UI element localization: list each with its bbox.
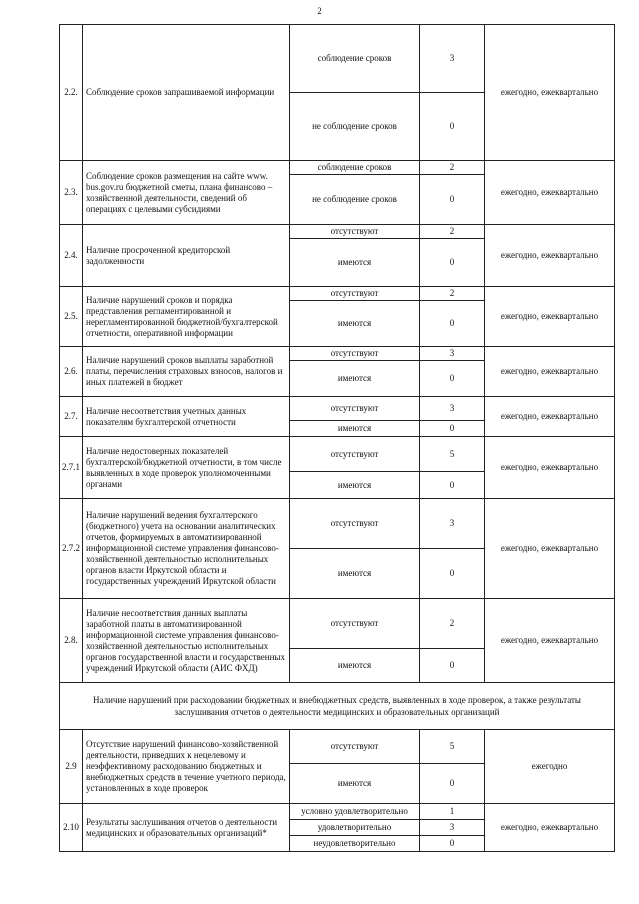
criteria-table [59,24,615,852]
table-row [60,347,615,361]
points-value: 3 [420,347,485,361]
option-label: соблюдение сроков [290,25,420,93]
period-text: ежегодно, ежеквартально [485,225,615,287]
option-label: имеются [290,649,420,683]
option-label: отсутствуют [290,437,420,472]
points-value: 0 [420,175,485,225]
option-label: соблюдение сроков [290,161,420,175]
points-value: 0 [420,301,485,347]
option-label: отсутствуют [290,225,420,239]
criterion-text: Наличие несоответствия данных выплаты заработной платы в автоматизированной информационной системе управления финансово-хозяйственной деятельностью исполнительных органов государственной власти и государственных учреждений Иркутской области (АИС ФХД) [83,599,290,683]
points-value: 0 [420,472,485,499]
points-value: 2 [420,287,485,301]
points-value: 2 [420,161,485,175]
option-label: не соблюдение сроков [290,175,420,225]
option-label: имеются [290,361,420,397]
table-row [60,599,615,649]
row-number: 2.10 [60,804,83,852]
row-number: 2.7.1 [60,437,83,499]
points-value: 0 [420,836,485,852]
points-value: 0 [420,93,485,161]
option-label: удовлетворительно [290,820,420,836]
points-value: 0 [420,361,485,397]
table-row [60,804,615,820]
points-value: 0 [420,421,485,437]
option-label: не соблюдение сроков [290,93,420,161]
table-row [60,287,615,301]
section-heading: Наличие нарушений при расходовании бюджетных и внебюджетных средств, выявленных в ходе проверок, а также результаты заслушивания отчетов о деятельности медицинских и образовательных организаций [60,683,615,730]
period-text: ежегодно, ежеквартально [485,347,615,397]
criterion-text: Наличие несоответствия учетных данных показателям бухгалтерской отчетности [83,397,290,437]
option-label: отсутствуют [290,287,420,301]
period-text: ежегодно [485,730,615,804]
option-label: имеются [290,301,420,347]
page-number: 2 [317,6,322,16]
row-number: 2.9 [60,730,83,804]
option-label: имеются [290,239,420,287]
option-label: отсутствуют [290,397,420,421]
points-value: 5 [420,437,485,472]
option-label: отсутствуют [290,730,420,764]
points-value: 2 [420,225,485,239]
row-number: 2.2. [60,25,83,161]
points-value: 3 [420,25,485,93]
points-value: 2 [420,599,485,649]
table-row [60,437,615,472]
criterion-text: Наличие нарушений ведения бухгалтерского (бюджетного) учета на основании аналитических отчетов, формируемых в автоматизированной информационной системе управления финансово-хозяйственной деятельностью исполнительных органов власти Иркутской области и государственных учреждений Иркутской области [83,499,290,599]
option-label: отсутствуют [290,499,420,549]
criterion-text: Результаты заслушивания отчетов о деятельности медицинских и образовательных организаций* [83,804,290,852]
row-number: 2.3. [60,161,83,225]
row-number: 2.7.2 [60,499,83,599]
option-label: имеются [290,421,420,437]
criterion-text: Наличие просроченной кредиторской задолженности [83,225,290,287]
criterion-text: Отсутствие нарушений финансово-хозяйственной деятельности, приведших к нецелевому и неэффективному расходованию бюджетных и внебюджетных средств в течение учетного периода, установленных в ходе проверок [83,730,290,804]
option-label: имеются [290,764,420,804]
period-text: ежегодно, ежеквартально [485,437,615,499]
points-value: 3 [420,820,485,836]
points-value: 1 [420,804,485,820]
table-row [60,161,615,175]
row-number: 2.7. [60,397,83,437]
option-label: имеются [290,549,420,599]
criterion-text: Соблюдение сроков запрашиваемой информации [83,25,290,161]
table-row [60,397,615,421]
period-text: ежегодно, ежеквартально [485,287,615,347]
period-text: ежегодно, ежеквартально [485,25,615,161]
points-value: 0 [420,649,485,683]
points-value: 0 [420,239,485,287]
criterion-text: Наличие нарушений сроков и порядка представления регламентированной и нерегламентированной бюджетной/бухгалтерской отчетности, оперативной информации [83,287,290,347]
row-number: 2.4. [60,225,83,287]
period-text: ежегодно, ежеквартально [485,599,615,683]
section-heading-row [60,683,615,730]
points-value: 3 [420,397,485,421]
row-number: 2.8. [60,599,83,683]
points-value: 0 [420,764,485,804]
table-row [60,499,615,549]
row-number: 2.5. [60,287,83,347]
criterion-text: Наличие недостоверных показателей бухгалтерской/бюджетной отчетности, в том числе выявленных в ходе проверок уполномоченными органами [83,437,290,499]
option-label: отсутствуют [290,347,420,361]
criterion-text: Наличие нарушений сроков выплаты заработной платы, перечисления страховых взносов, налогов и иных платежей в бюджет [83,347,290,397]
table-row [60,730,615,764]
table-row [60,25,615,93]
option-label: имеются [290,472,420,499]
period-text: ежегодно, ежеквартально [485,499,615,599]
points-value: 0 [420,549,485,599]
period-text: ежегодно, ежеквартально [485,804,615,852]
points-value: 3 [420,499,485,549]
period-text: ежегодно, ежеквартально [485,397,615,437]
points-value: 5 [420,730,485,764]
period-text: ежегодно, ежеквартально [485,161,615,225]
option-label: неудовлетворительно [290,836,420,852]
table-row [60,225,615,239]
option-label: отсутствуют [290,599,420,649]
criterion-text: Соблюдение сроков размещения на сайте www. bus.gov.ru бюджетной сметы, плана финансово – хозяйственной деятельности, сведений об операциях с целевыми субсидиями [83,161,290,225]
option-label: условно удовлетворительно [290,804,420,820]
row-number: 2.6. [60,347,83,397]
